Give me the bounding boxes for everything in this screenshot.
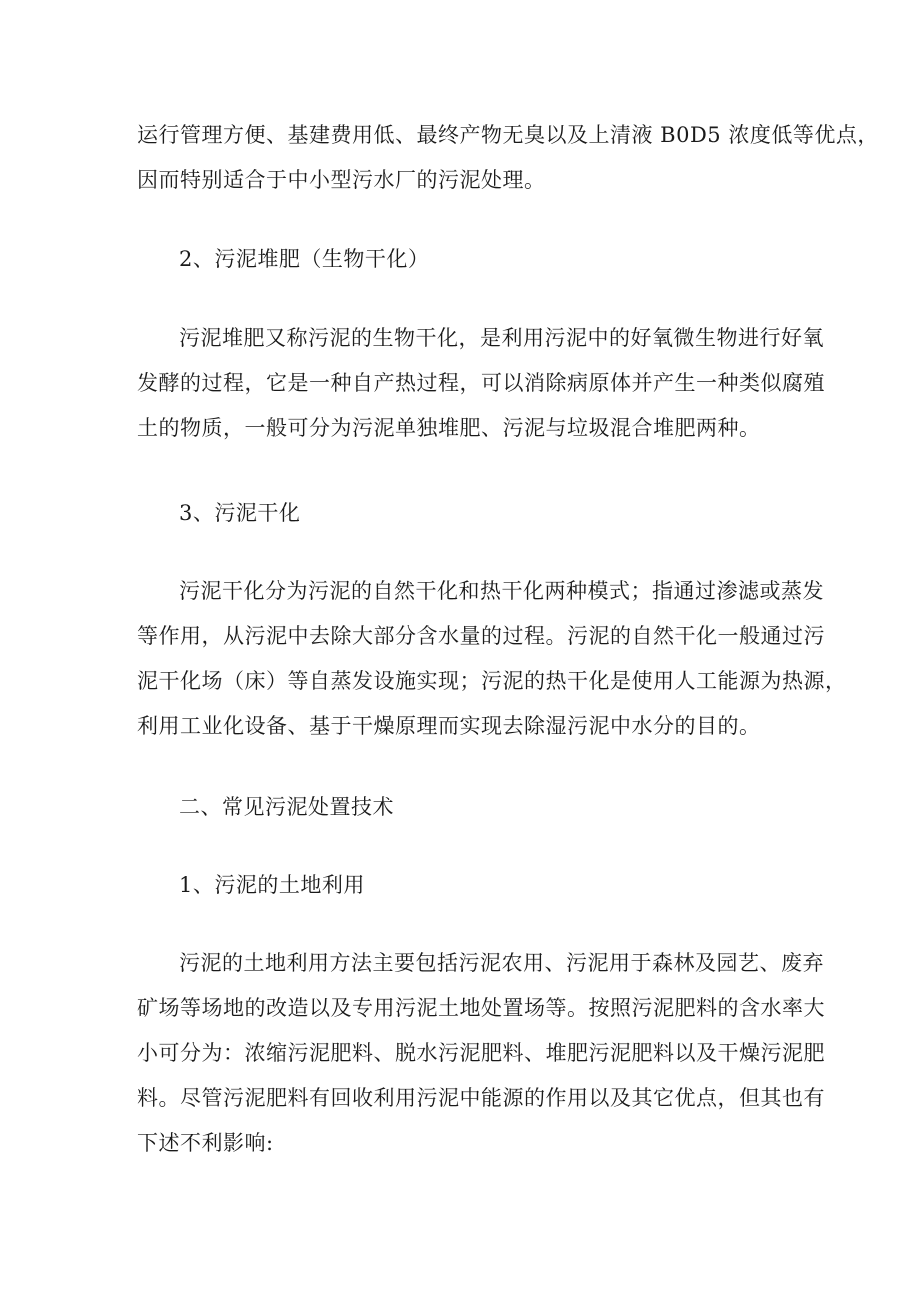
heading-text: 2、污泥堆肥（生物干化）: [179, 247, 430, 271]
text-line: 等作用，从污泥中去除大部分含水量的过程。污泥的自然干化一般通过污: [137, 624, 825, 648]
text-line: 发酵的过程，它是一种自产热过程，可以消除病原体并产生一种类似腐殖: [137, 371, 825, 395]
text-line: 因而特别适合于中小型污水厂的污泥处理。: [137, 168, 546, 192]
heading-text: 二、常见污泥处置技术: [179, 795, 394, 819]
text-line: 小可分为：浓缩污泥肥料、脱水污泥肥料、堆肥污泥肥料以及干燥污泥肥: [137, 1041, 825, 1065]
text-line: 污泥干化分为污泥的自然干化和热干化两种模式；指通过渗滤或蒸发: [179, 579, 824, 603]
text-line: 下述不利影响:: [137, 1131, 274, 1155]
text-line: 矿场等场地的改造以及专用污泥土地处置场等。按照污泥肥料的含水率大: [137, 996, 825, 1020]
paragraph-drying: [137, 569, 847, 749]
text-line: 料。尽管污泥肥料有回收利用污泥中能源的作用以及其它优点，但其也有: [137, 1086, 825, 1110]
text-line: 泥干化场（床）等自蒸发设施实现；污泥的热干化是使用人工能源为热源，: [137, 669, 847, 693]
text-line: 运行管理方便、基建费用低、最终产物无臭以及上清液 B0D5 浓度低等优点，: [137, 123, 879, 147]
text-line: 土的物质，一般可分为污泥单独堆肥、污泥与垃圾混合堆肥两种。: [137, 416, 761, 440]
paragraph-composting: [137, 316, 825, 451]
section-heading-land-use: [179, 863, 779, 908]
paragraph-continued: [137, 113, 879, 203]
section-heading-disposal-tech: [179, 785, 779, 830]
heading-text: 3、污泥干化: [179, 501, 301, 525]
text-line: 污泥的土地利用方法主要包括污泥农用、污泥用于森林及园艺、废弃: [179, 951, 824, 975]
heading-text: 1、污泥的土地利用: [179, 873, 365, 897]
paragraph-land-use: [137, 941, 825, 1166]
text-line: 利用工业化设备、基于干燥原理而实现去除湿污泥中水分的目的。: [137, 714, 761, 738]
section-heading-composting: [179, 237, 779, 282]
section-heading-drying: [179, 491, 779, 536]
text-line: 污泥堆肥又称污泥的生物干化，是利用污泥中的好氧微生物进行好氧: [179, 326, 824, 350]
